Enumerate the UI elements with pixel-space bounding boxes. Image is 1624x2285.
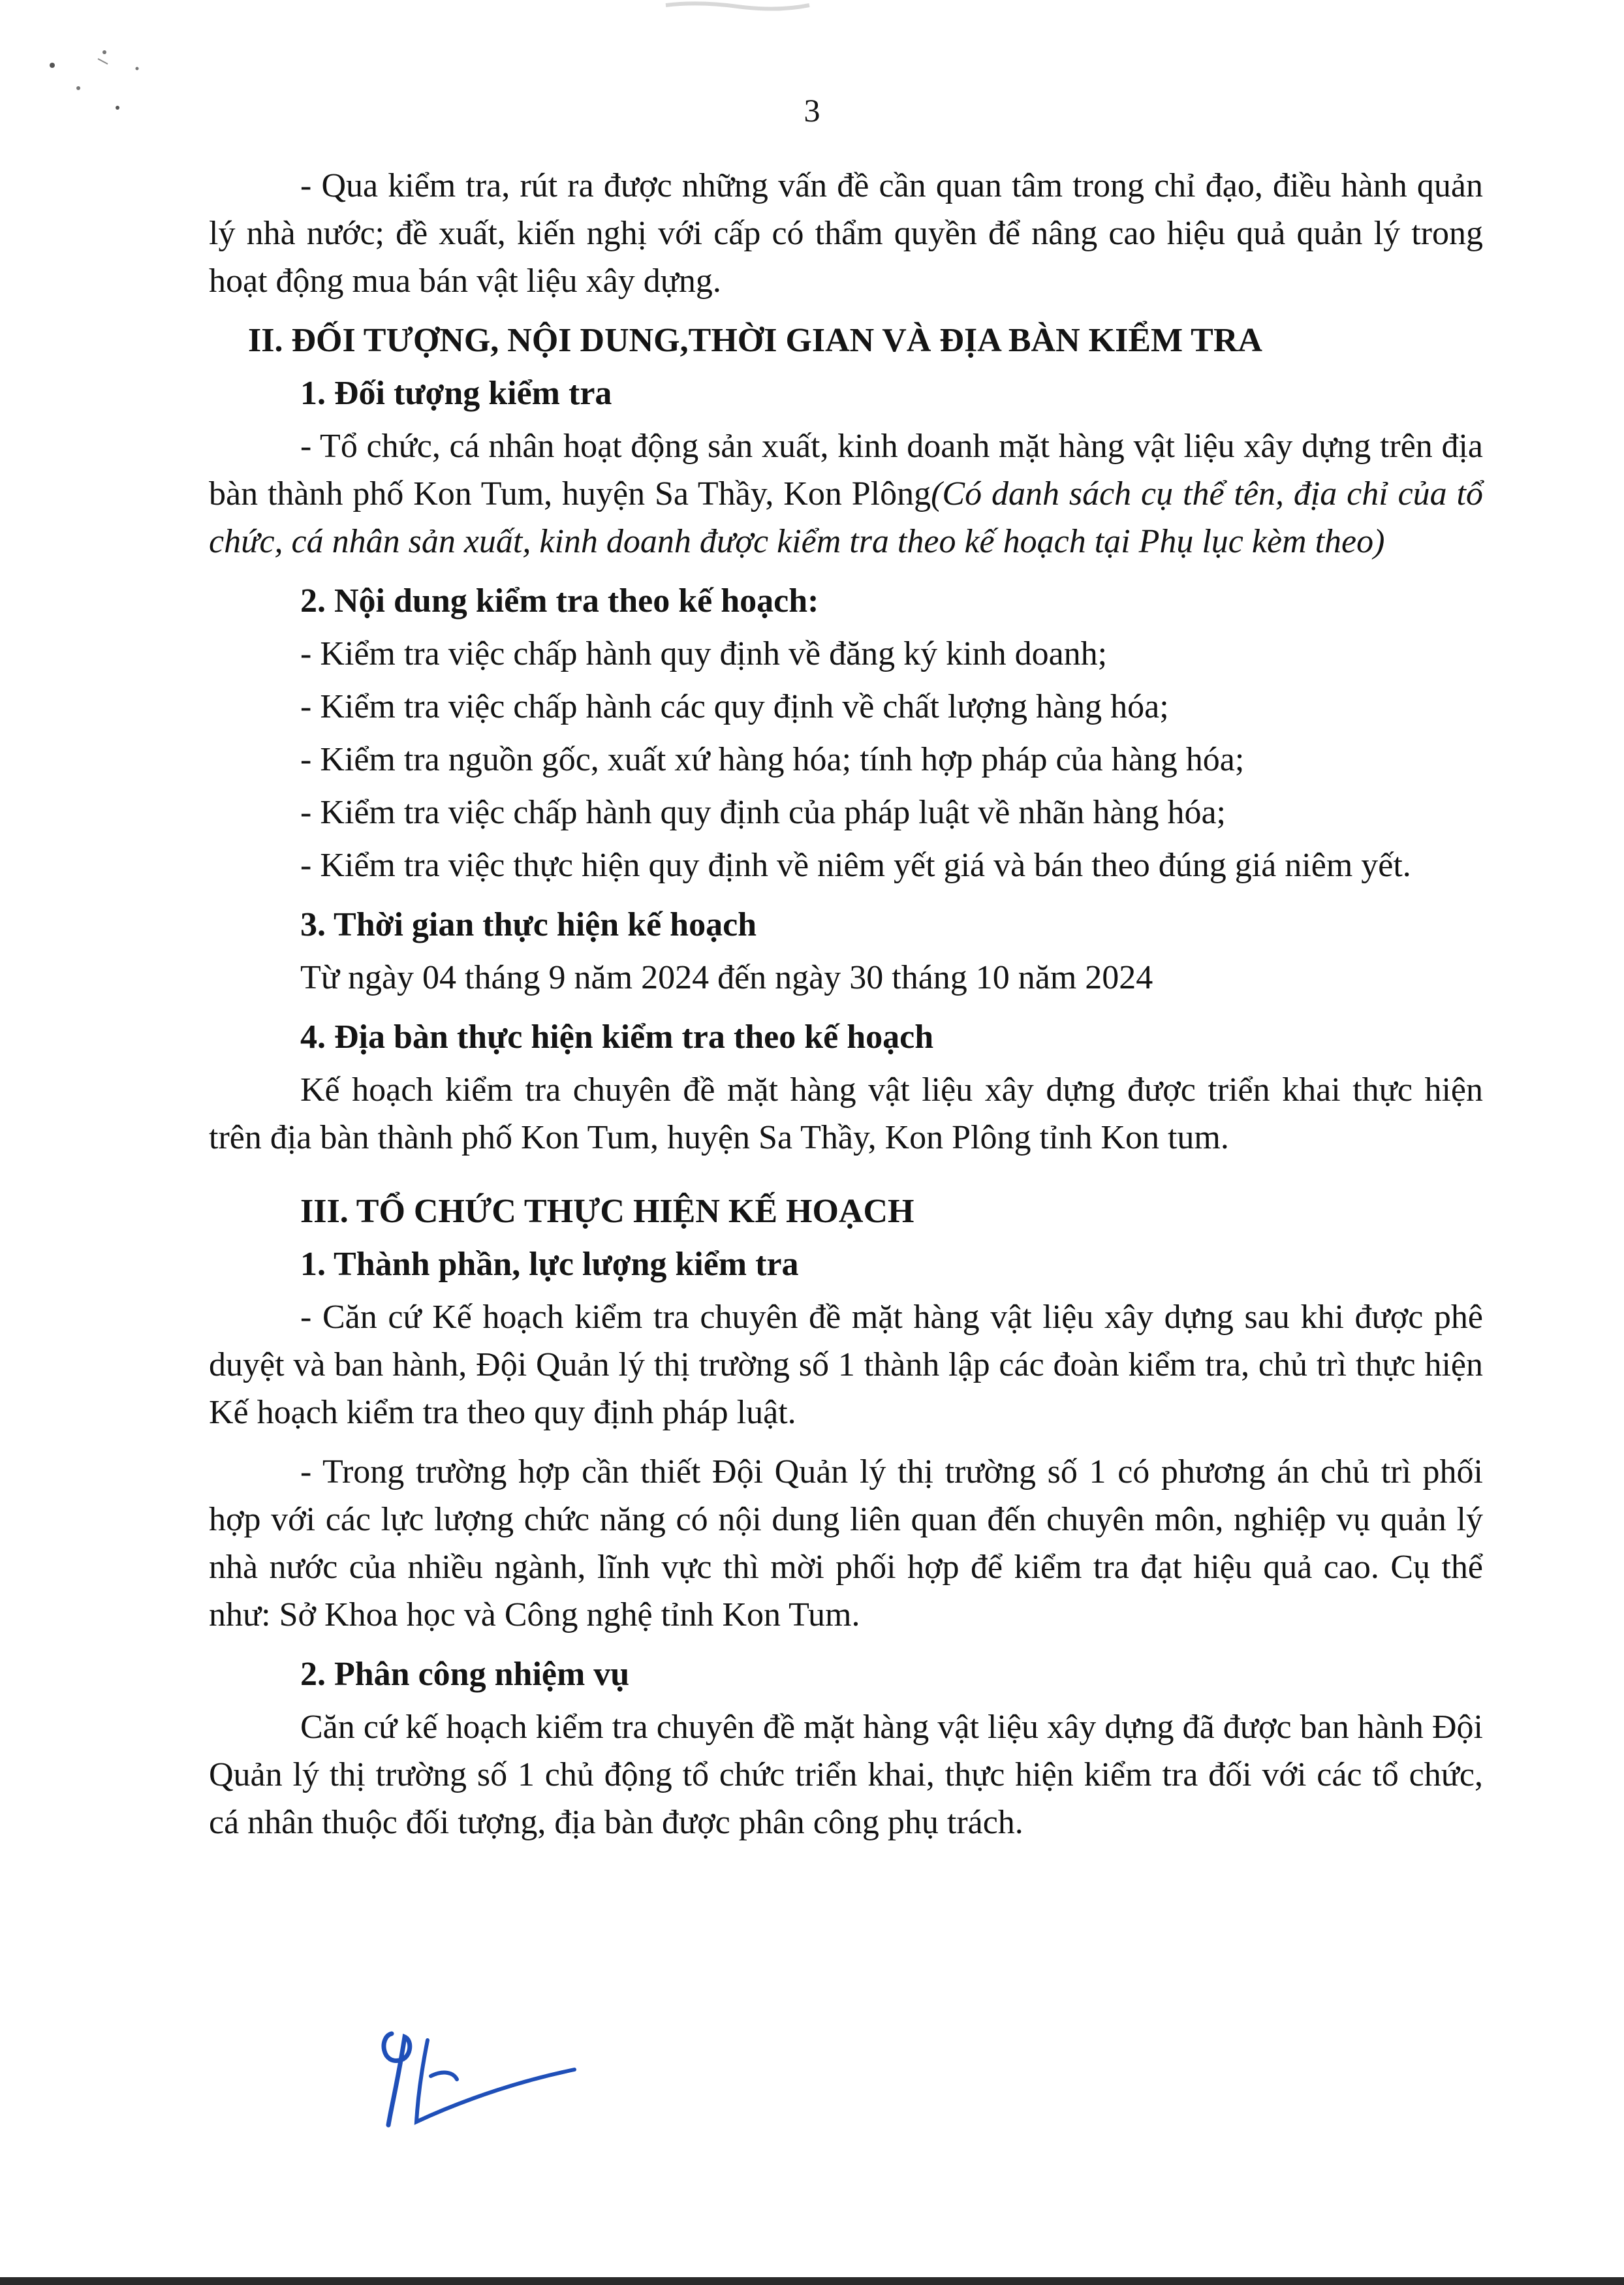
section-3-2-heading: 2. Phân công nhiệm vụ — [300, 1656, 630, 1693]
section-2-heading: II. ĐỐI TƯỢNG, NỘI DUNG,THỜI GIAN VÀ ĐỊA BÀN KIỂM TRA — [248, 322, 1262, 359]
section-3-1-paragraph: - Trong trường hợp cần thiết Đội Quản lý thị trường số 1 có phương án chủ trì phối hợp với các lực lượng chức năng có nội dung liên quan đến chuyên môn, nghiệp vụ quản lý nhà nước của nhiều ngành, lĩnh vực thì mời phối hợp để kiểm tra đạt hiệu quả cao. Cụ thể như: Sở Khoa học và Công nghệ tỉnh Kon Tum. — [209, 1453, 1483, 1633]
section-3-1-heading: 1. Thành phần, lực lượng kiểm tra — [300, 1246, 799, 1283]
section-3-2-text: Căn cứ kế hoạch kiểm tra chuyên đề mặt hàng vật liệu xây dựng đã được ban hành Đội Quản lý thị trường số 1 chủ động tổ chức triển khai, thực hiện kiểm tra đối với các tổ chức, cá nhân thuộc đối tượng, địa bàn được phân công phụ trách. — [209, 1709, 1483, 1841]
section-2-3-text: Từ ngày 04 tháng 9 năm 2024 đến ngày 30 tháng 10 năm 2024 — [300, 959, 1153, 996]
section-2-4-text: Kế hoạch kiểm tra chuyên đề mặt hàng vật liệu xây dựng được triển khai thực hiện trên địa bàn thành phố Kon Tum, huyện Sa Thầy, Kon Plông tỉnh Kon tum. — [209, 1071, 1483, 1156]
section-2-2-item: - Kiểm tra việc chấp hành các quy định về chất lượng hàng hóa; — [300, 688, 1169, 725]
section-3-1-paragraph: - Căn cứ Kế hoạch kiểm tra chuyên đề mặt hàng vật liệu xây dựng sau khi được phê duyệt và ban hành, Đội Quản lý thị trường số 1 thành lập các đoàn kiểm tra, chủ trì thực hiện Kế hoạch kiểm tra theo quy định pháp luật. — [209, 1299, 1483, 1431]
section-2-2-heading: 2. Nội dung kiểm tra theo kế hoạch: — [300, 582, 819, 620]
section-2-1-text: - Tổ chức, cá nhân hoạt động sản xuất, kinh doanh mặt hàng vật liệu xây dựng trên địa bàn thành phố Kon Tum, huyện Sa Thầy, Kon Plông — [209, 428, 1483, 512]
section-2-1-italic-note: (Có danh sách cụ thể tên, địa chỉ của tổ chức, cá nhân sản xuất, kinh doanh được kiểm tra theo kế hoạch tại Phụ lục kèm theo) — [209, 475, 1484, 560]
section-2-4-heading: 4. Địa bàn thực hiện kiểm tra theo kế hoạch — [300, 1018, 934, 1056]
handwritten-initials-signature — [366, 2014, 587, 2145]
section-2-1-paragraph — [209, 422, 1483, 565]
section-2-2-item: - Kiểm tra nguồn gốc, xuất xứ hàng hóa; tính hợp pháp của hàng hóa; — [300, 741, 1245, 778]
scan-bottom-edge — [0, 2277, 1624, 2285]
section-3-heading: III. TỔ CHỨC THỰC HIỆN KẾ HOẠCH — [300, 1193, 914, 1230]
section-2-3-heading: 3. Thời gian thực hiện kế hoạch — [300, 906, 757, 943]
intro-paragraph: - Qua kiểm tra, rút ra được những vấn đề cần quan tâm trong chỉ đạo, điều hành quản lý nhà nước; đề xuất, kiến nghị với cấp có thẩm quyền để nâng cao hiệu quả quản lý trong hoạt động mua bán vật liệu xây dựng. — [209, 167, 1483, 300]
section-2-2-item: - Kiểm tra việc thực hiện quy định về niêm yết giá và bán theo đúng giá niêm yết. — [300, 847, 1411, 884]
section-2-2-item: - Kiểm tra việc chấp hành quy định về đăng ký kinh doanh; — [300, 635, 1108, 672]
scan-smudge — [659, 0, 816, 14]
section-2-2-item: - Kiểm tra việc chấp hành quy định của pháp luật về nhãn hàng hóa; — [300, 794, 1226, 831]
page-number: 3 — [804, 92, 820, 129]
document-body — [209, 162, 1483, 1846]
section-2-1-heading: 1. Đối tượng kiểm tra — [300, 375, 612, 412]
